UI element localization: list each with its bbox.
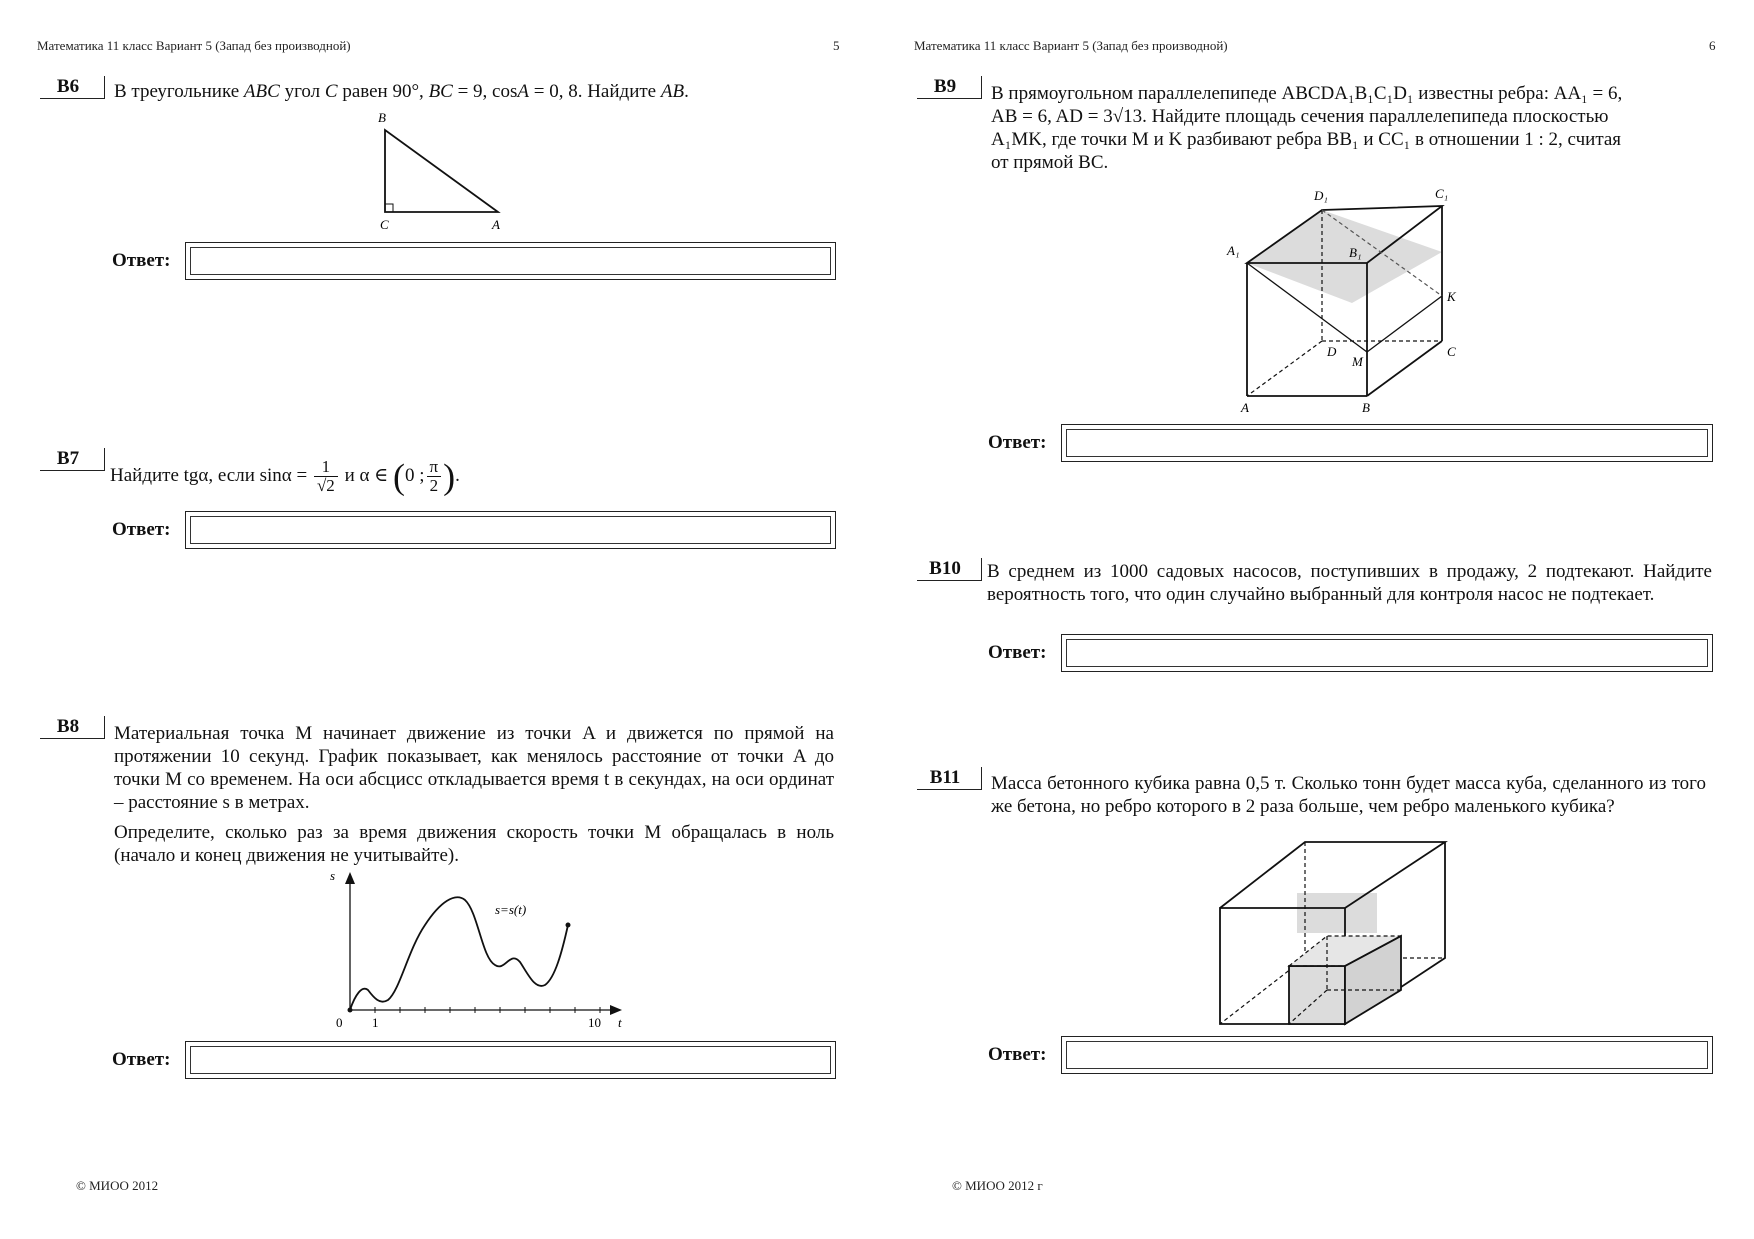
answer-label-b8: Ответ: — [112, 1049, 171, 1070]
task-number-b10: B10 — [917, 558, 982, 581]
right-page — [877, 0, 1754, 1239]
cubes-figure — [1217, 838, 1467, 1028]
svg-text:M: M — [1352, 354, 1363, 369]
label-a: A — [492, 217, 500, 232]
svg-text:D: D — [1327, 344, 1337, 359]
page-number: 6 — [1709, 38, 1716, 53]
page-number: 5 — [833, 38, 840, 53]
tick-0: 0 — [336, 1015, 343, 1030]
task-b8-paragraph-1: Материальная точка M начинает движение из точки A и движется по прямой на протяжении 10 секунд. График показывает, как менялось расстояние от точки A до точки M со временем. На оси абсцисс откладывается время t в секундах, на оси ординат – расстояние s в метрах. — [114, 723, 834, 813]
task-number-b8: B8 — [40, 716, 105, 739]
task-b11-text: Масса бетонного кубика равна 0,5 т. Сколько тонн будет масса куба, сделанного из того же бетона, но ребро которого в 2 раза больше, чем ребро маленького кубика? — [991, 773, 1706, 817]
task-number-b6: B6 — [40, 76, 105, 99]
answer-label-b11: Ответ: — [988, 1044, 1047, 1065]
answer-field-b10[interactable] — [1061, 634, 1713, 672]
svg-text:D₁: D₁ — [1314, 188, 1328, 203]
s-of-t-curve — [350, 897, 568, 1010]
task-number-b7: B7 — [40, 448, 105, 471]
task-number-b11: B11 — [917, 767, 982, 790]
task-b6-text: В треугольнике ABC угол C равен 90°, BC = 9, cosA = 0, 8. Найдите AB. — [114, 81, 689, 102]
task-b10-text: В среднем из 1000 садовых насосов, поступивших в продажу, 2 подтекают. Найдите вероятность того, что один случайно выбранный для контроля насос не подтекает. — [987, 561, 1712, 605]
task-b8-paragraph-2: Определите, сколько раз за время движения скорость точки M обращалась в ноль (начало и конец движения не учитывайте). — [114, 822, 834, 866]
answer-label-b6: Ответ: — [112, 250, 171, 271]
svg-text:K: K — [1447, 289, 1456, 304]
page-footer: © МИОО 2012 г — [952, 1178, 1043, 1193]
task-b9-text: В прямоугольном параллелепипеде ABCDA₁B₁C₁D₁ известны ребра: AA₁ = 6, AB = 6, AD = 3√13. Найдите площадь сечения параллелепипеда плоскостью A₁MK, где точки M и K разбивают ребра BB₁ и CC₁ в отношении 1 : 2, считая от прямой BC. — [991, 83, 1623, 173]
label-c: C — [380, 217, 389, 232]
svg-text:A: A — [1241, 400, 1249, 415]
triangle-figure — [370, 108, 510, 233]
answer-field-b6[interactable] — [185, 242, 836, 280]
answer-field-b11[interactable] — [1061, 1036, 1713, 1074]
label-b: B — [378, 110, 386, 125]
tick-10: 10 — [588, 1015, 601, 1030]
x-axis-label: t — [618, 1015, 622, 1030]
parallelepiped-figure — [1217, 186, 1487, 416]
curve-label: s=s(t) — [495, 902, 527, 917]
tick-1: 1 — [372, 1015, 379, 1030]
svg-text:C: C — [1447, 344, 1456, 359]
answer-field-b7[interactable] — [185, 511, 836, 549]
fraction-pi-over-2: $\frac{\pi}{2}$ — [427, 458, 442, 495]
page-header: Математика 11 класс Вариант 5 (Запад без производной) — [37, 38, 351, 53]
answer-field-b9[interactable] — [1061, 424, 1713, 462]
task-b7-text: Найдите tgα, если sinα = $\frac{1}{√2}$ и α ∈ (0 ; $\frac{\pi}{2}$ ). — [110, 456, 460, 497]
svg-text:C₁: C₁ — [1435, 186, 1449, 201]
answer-label-b9: Ответ: — [988, 432, 1047, 453]
task-number-b9: B9 — [917, 76, 982, 99]
fraction-1-over-sqrt2: $\frac{1}{√2}$ — [314, 458, 338, 495]
page-header: Математика 11 класс Вариант 5 (Запад без производной) — [914, 38, 1228, 53]
svg-text:B₁: B₁ — [1349, 245, 1362, 260]
answer-label-b10: Ответ: — [988, 642, 1047, 663]
svg-text:A₁: A₁ — [1227, 243, 1240, 258]
page-footer: © МИОО 2012 — [76, 1178, 159, 1193]
answer-label-b7: Ответ: — [112, 519, 171, 540]
distance-time-graph — [330, 870, 630, 1030]
y-axis-label: s — [330, 868, 336, 883]
svg-text:B: B — [1362, 400, 1370, 415]
answer-field-b8[interactable] — [185, 1041, 836, 1079]
